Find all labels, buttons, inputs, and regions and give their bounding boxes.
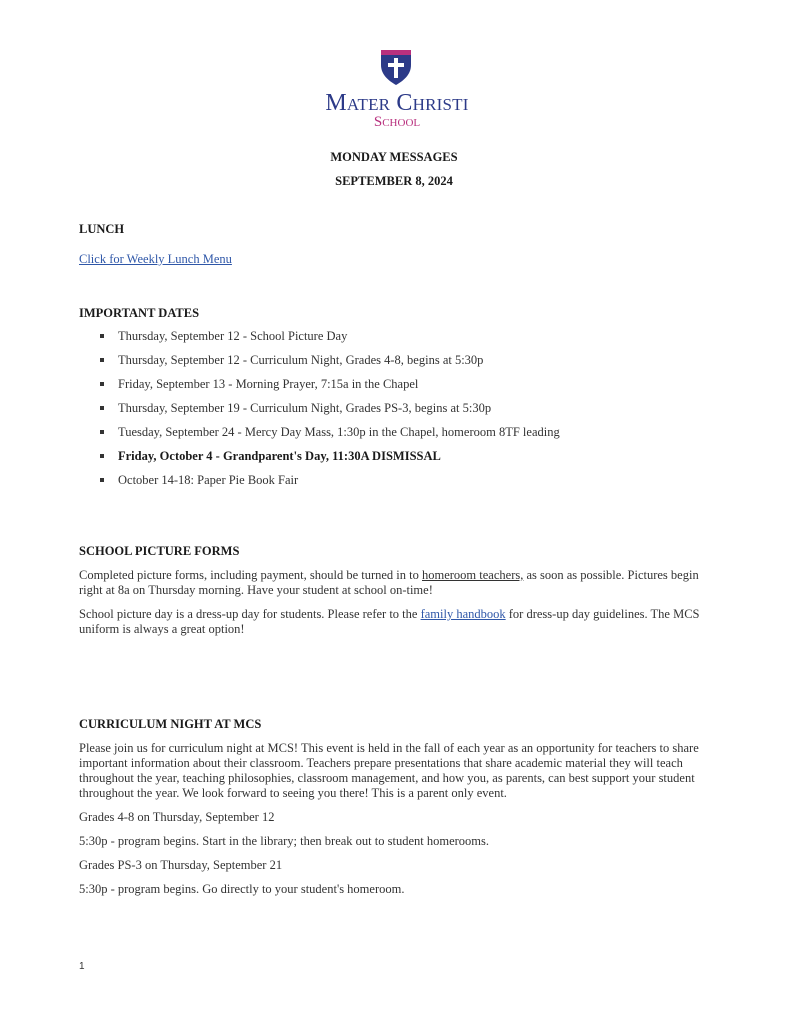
logo-name: Mater Christi bbox=[325, 90, 469, 116]
page-date: SEPTEMBER 8, 2024 bbox=[335, 174, 453, 188]
list-item bbox=[100, 376, 740, 400]
curriculum-night-intro: Please join us for curriculum night at MCS! This event is held in the fall of each year as an opportunity for teachers to share important information about their classroom. Teachers prepare presentations that share academic material they will teach throughout the year, teaching philosophies, classroom management, and how you, as parents, can best support your student throughout the year. We look forward to seeing you there! This is a parent only event. bbox=[79, 741, 699, 800]
paragraph-text: Completed picture forms, including payment, should be turned in to bbox=[79, 568, 422, 582]
page-title: MONDAY MESSAGES bbox=[330, 150, 458, 164]
curriculum-night-line-4: 5:30p - program begins. Go directly to your student's homeroom. bbox=[79, 882, 405, 896]
lunch-menu-link[interactable]: Click for Weekly Lunch Menu bbox=[79, 252, 232, 266]
paragraph-text: for dress-up day guidelines. The MCS uniform is always a great option! bbox=[79, 607, 700, 636]
family-handbook-link[interactable]: family handbook bbox=[420, 607, 506, 621]
date-item-text: Thursday, September 12 - Curriculum Night, Grades 4-8, begins at 5:30p bbox=[118, 353, 484, 367]
important-dates-list bbox=[100, 328, 740, 496]
picture-forms-paragraph-1 bbox=[79, 568, 719, 598]
date-item-text: October 14-18: Paper Pie Book Fair bbox=[118, 473, 299, 487]
list-item bbox=[100, 328, 740, 352]
bullet-icon bbox=[100, 478, 104, 482]
list-item bbox=[100, 424, 740, 448]
homeroom-teachers-text: homeroom teachers, bbox=[422, 568, 524, 582]
paragraph-text: as soon as possible. Pictures begin right at 8a on Thursday morning. Have your student at school on-time! bbox=[79, 568, 699, 597]
list-item bbox=[100, 400, 740, 424]
page-number: 1 bbox=[79, 961, 85, 972]
shield-cross-icon bbox=[378, 47, 414, 87]
date-item-text: Thursday, September 12 - School Picture Day bbox=[118, 329, 348, 343]
curriculum-night-line-1: Grades 4-8 on Thursday, September 12 bbox=[79, 810, 275, 824]
logo-subtitle: School bbox=[373, 114, 421, 130]
bullet-icon bbox=[100, 430, 104, 434]
list-item bbox=[100, 352, 740, 376]
curriculum-night-line-3: Grades PS-3 on Thursday, September 21 bbox=[79, 858, 283, 872]
date-item-text: Friday, September 13 - Morning Prayer, 7:15a in the Chapel bbox=[118, 377, 419, 391]
bullet-icon bbox=[100, 382, 104, 386]
bullet-icon bbox=[100, 334, 104, 338]
bullet-icon bbox=[100, 454, 104, 458]
date-item-text: Tuesday, September 24 - Mercy Day Mass, 1:30p in the Chapel, homeroom 8TF leading bbox=[118, 425, 560, 439]
picture-forms-paragraph-2 bbox=[79, 607, 719, 637]
picture-forms-heading: SCHOOL PICTURE FORMS bbox=[79, 544, 240, 558]
bullet-icon bbox=[100, 406, 104, 410]
lunch-section bbox=[79, 252, 719, 267]
bullet-icon bbox=[100, 358, 104, 362]
paragraph-text: School picture day is a dress-up day for students. Please refer to the bbox=[79, 607, 421, 621]
curriculum-night-heading: CURRICULUM NIGHT AT MCS bbox=[79, 717, 262, 731]
lunch-heading: LUNCH bbox=[79, 222, 125, 236]
date-item-text: Friday, October 4 - Grandparent's Day, 11:30A DISMISSAL bbox=[118, 449, 441, 463]
curriculum-night-line-2: 5:30p - program begins. Start in the library; then break out to student homerooms. bbox=[79, 834, 489, 848]
important-dates-heading: IMPORTANT DATES bbox=[79, 306, 200, 320]
list-item bbox=[100, 448, 740, 472]
date-item-text: Thursday, September 19 - Curriculum Night, Grades PS-3, begins at 5:30p bbox=[118, 401, 492, 415]
school-logo bbox=[312, 44, 482, 134]
list-item bbox=[100, 472, 740, 496]
